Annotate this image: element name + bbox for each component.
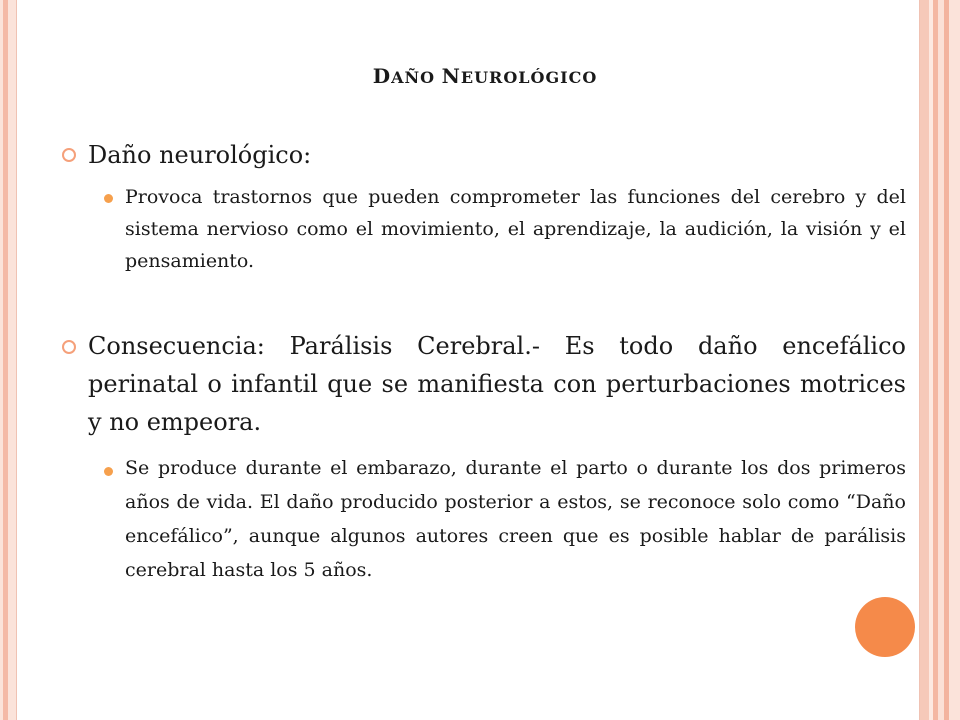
section-subpoint: Provoca trastornos que pueden comprometer las funciones del cerebro y del sistema nervioso como el movimiento, el aprendizaje, la audición, la visión y el pensamiento. bbox=[125, 186, 906, 272]
ring-bullet-icon bbox=[62, 340, 76, 354]
dot-bullet-icon bbox=[104, 467, 113, 476]
title-initial-1: D bbox=[372, 64, 392, 88]
title-initial-2: N bbox=[441, 64, 461, 88]
section-heading: Daño neurológico: bbox=[88, 141, 312, 169]
section-heading: Consecuencia: Parálisis Cerebral.- Es todo daño encefálico perinatal o infantil que se manifiesta con perturbaciones motrices y no empeora. bbox=[88, 332, 906, 436]
dot-bullet-icon bbox=[104, 194, 113, 203]
right-stripe-6 bbox=[949, 0, 960, 720]
right-stripe-1 bbox=[919, 0, 929, 720]
slide-title bbox=[0, 64, 960, 88]
left-frame-stripe bbox=[3, 0, 8, 720]
title-rest-1: AÑO bbox=[391, 68, 442, 87]
decorative-orange-circle bbox=[855, 597, 915, 657]
title-rest-2: EUROLÓGICO bbox=[460, 68, 598, 87]
ring-bullet-icon bbox=[62, 148, 76, 162]
section-subpoint: Se produce durante el embarazo, durante el parto o durante los dos primeros años de vida. El daño producido posterior a estos, se reconoce solo como “Daño encefálico”, aunque algunos autores creen que es posible hablar de parálisis cerebral hasta los 5 años. bbox=[125, 457, 906, 581]
